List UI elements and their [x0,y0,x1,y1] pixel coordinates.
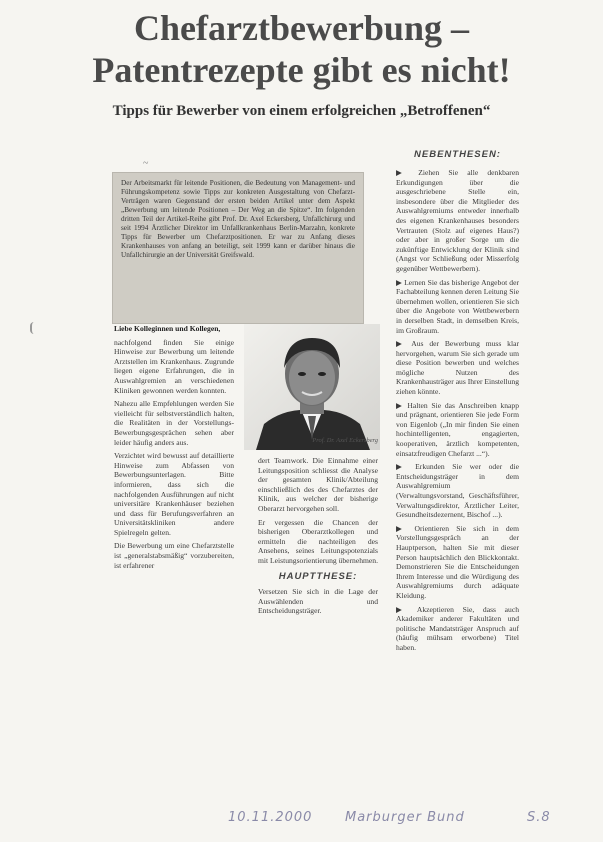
photo-caption: Prof. Dr. Axel Eckersberg [312,437,378,444]
paragraph: Er vergessen die Chancen der bisherigen Oberarztkollegen und ermitteln die nachteiligen des Ansehens, seines Leitungspotenzials mit Leistungsorientierung übernehmen. [258,517,378,565]
headline-line-2: Patentrezepte gibt es nicht! [92,50,511,90]
thesis-item: ▶ Lernen Sie das bisherige Angebot der Fachabteilung kennen deren Leitung Sie übernehmen wollen, orientieren Sie sich über die Angebote von Wettbewerbern in derselben Stadt, in demselben Kreis, im Großraum. [396,277,519,335]
column-2 [258,456,378,620]
author-photo [244,324,380,450]
pen-mark: ~ [143,158,149,169]
intro-box: Der Arbeitsmarkt für leitende Positionen, die Bedeutung von Management- und Führungskompetenz sowie Tipps zur konkreten Ausgestaltung von Chefarzt-Verträgen waren Gegenstand der ersten beiden Artikel unter dem Aspekt „Bewerbung um leitende Positionen – Der Weg an die Spitze“. Im folgenden dritten Teil der Artikel-Reihe gibt Prof. Dr. Axel Eckersberg, Unfallchirurg und seit 1994 Ärztlicher Direktor im Unfallkrankenhaus Berlin-Marzahn, konkrete Tipps für Bewerber um Chefarztpositionen. Er war zu Anfang dieses Krankenhauses von anfang an beteiligt, seit 1999 kann er darüber hinaus die Unfallchirurgie an der Universität Greifswald. [112,172,364,324]
column-3 [396,149,519,657]
thesis-item: ▶ Akzeptieren Sie, dass auch Akademiker anderer Fakultäten und politische Mandatsträger Anspruch auf (häufig mühsam erworbene) Titel haben. [396,604,519,652]
column-1 [114,324,234,574]
headline-line-1: Chefarztbewerbung – [134,8,469,48]
paragraph: Nahezu alle Empfehlungen werden Sie vielleicht für selbstverständlich halten, die Realitäten in der Vorstellungs-Bewerbungsgesprächen sehen aber leider häufig anders aus. [114,399,234,447]
handwritten-page: S.8 [527,810,551,825]
thesis-item: ▶ Halten Sie das Anschreiben knapp und prägnant, orientieren Sie jede Form von Eigenlob („In mir finden Sie einen hochintelligenten, engagierten, kooperativen, ärztlich kompetenten, einsatzfreudigen Chefarzt ...“). [396,400,519,458]
paragraph: nachfolgend finden Sie einige Hinweise zur Bewerbung um leitende Arztstellen im Krankenhaus. Zugrunde liegen eigene Erfahrungen, die in Auswahlgremien an verschiedenen Kliniken gewonnen werden konnten. [114,337,234,395]
paragraph: Verzichtet wird bewusst auf detaillierte Hinweise zum Abfassen von Bewerbungsunterlagen. Bitte informieren, dass sich die nachfolgenden Ausführungen auf nicht universitäre Krankenhäuser beziehen und dass für Berufungsverfahren an Universitätskliniken andere Spielregeln gelten. [114,451,234,537]
handwritten-date: 10.11.2000 [228,810,313,825]
greeting: Liebe Kolleginnen und Kollegen, [114,324,221,333]
main-thesis: Versetzen Sie sich in die Lage der Auswählenden und Entscheidungsträger. [258,587,378,616]
thesis-item: ▶ Ziehen Sie alle denkbaren Erkundigungen über die ausgeschriebene Stelle ein, insbesondere über die Mitglieder des Auswahlgremiums entweder innerhalb des eigenen Krankenhauses besonders Vertrauten (Stolz auf eigenes Haus?) oder aber in großer Sorge um die zukünftige Entwicklung der Klinik sind (Angst vor Schließung oder Misserfolg gegenüber Wettbewerbern). [396,168,519,273]
main-thesis-heading: HAUPTTHESE: [278,570,358,582]
handwritten-source: Marburger Bund [345,810,465,825]
thesis-item: ▶ Aus der Bewerbung muss klar hervorgehen, warum Sie sich gerade um diese Position bewerben und welches mögliche Nutzen des Krankenhausträger aus Ihrer Einstellung ziehen könnte. [396,339,519,397]
subtitle: Tipps für Bewerber von einem erfolgreichen „Betroffenen“ [112,103,491,119]
paragraph: dert Teamwork. Die Einnahme einer Leitungsposition schliesst die Analyse der gesamten Klinik/Abteilung einschließlich des des Chefarztes der Klinik, aus welcher der bisherige Oberarzt hervorgehen soll. [258,456,378,513]
paragraph: Die Bewerbung um eine Chefarztstelle ist „generalstabsmäßig“ vorzubereiten, ist erfahrener [114,541,234,570]
thesis-item: ▶ Orientieren Sie sich in dem Vorstellungsgespräch an der Hauptperson, halten Sie mit dieser Person hauptsächlich den Blickkontakt. Demonstrieren Sie die Entscheidungen Ihrem Interesse und die Würdigung des Auswahlgremiums durch adäquate Kleidung. [396,523,519,600]
portrait-image [244,324,380,450]
margin-mark [30,322,38,334]
thesis-item: ▶ Erkunden Sie wer oder die Entscheidungsträger in dem Auswahlgremium (Verwaltungsvorstand, Geschäftsführer, Verwaltungsdirektor, Ärztlicher Leiter, Gesundheitsdezernent, Bischof ...). [396,462,519,520]
side-theses-heading: NEBENTHESEN: [414,149,501,160]
